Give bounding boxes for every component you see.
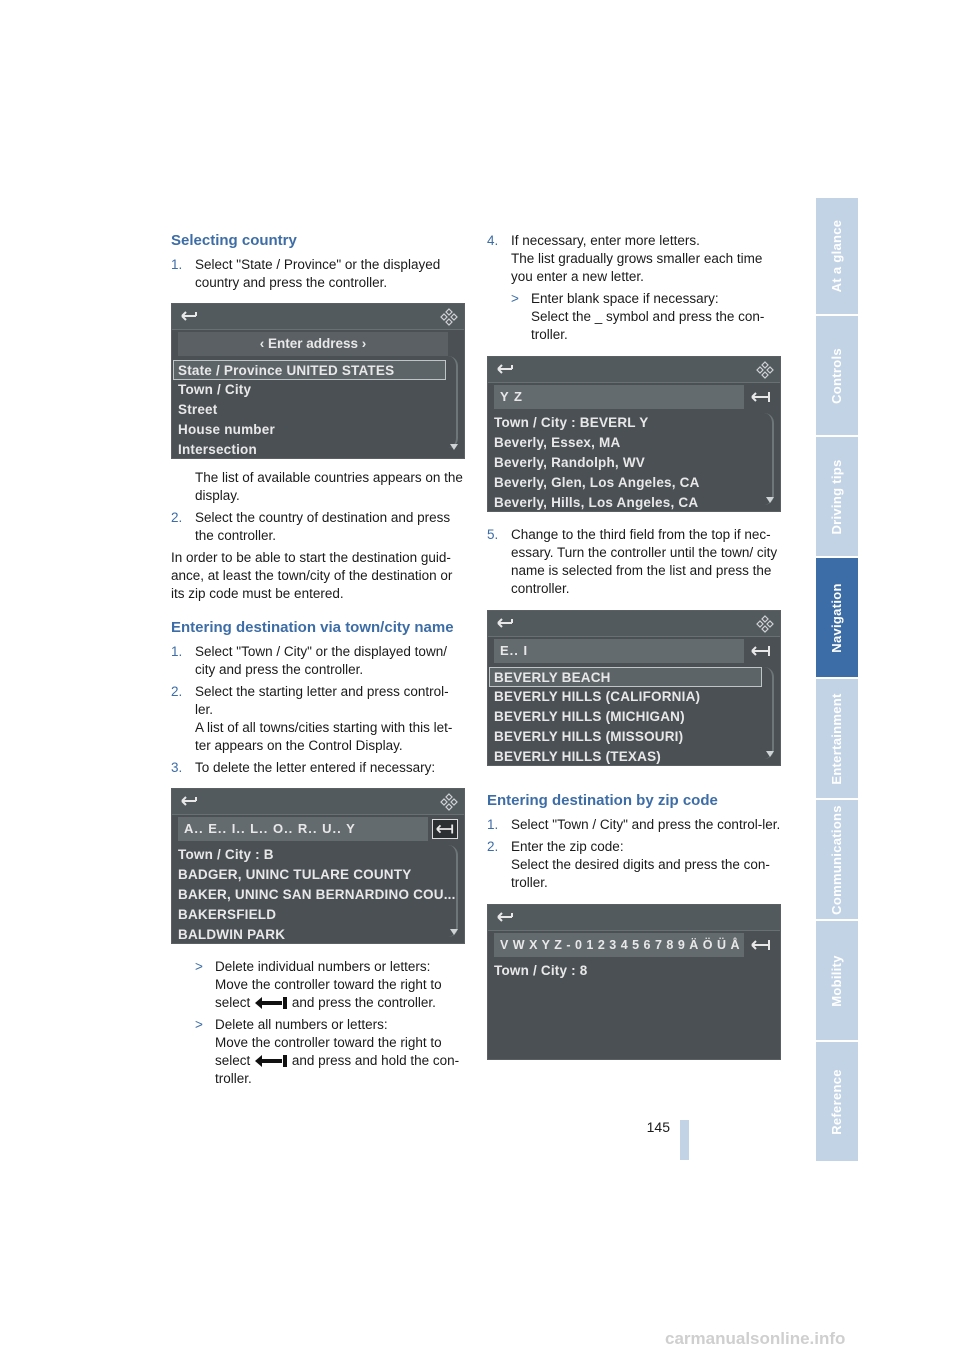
back-arrow-icon (496, 617, 514, 629)
screen-row[interactable]: BAKERSFIELD (178, 907, 277, 922)
chapter-tab-navigation[interactable]: Navigation (816, 558, 858, 677)
scroll-down-icon (766, 751, 774, 757)
screen-beverly-results (487, 610, 781, 766)
controller-icon (756, 615, 774, 633)
back-arrow-icon (496, 911, 514, 923)
screen-row[interactable]: Beverly, Randolph, WV (494, 455, 645, 470)
step-3: 3. To delete the letter entered if necessary: (171, 760, 436, 775)
back-arrow-icon (180, 310, 198, 322)
delete-arrow-icon[interactable] (748, 387, 774, 407)
delete-arrow-icon[interactable] (432, 819, 458, 839)
screen-row[interactable]: BALDWIN PARK (178, 927, 286, 942)
delete-arrow-icon[interactable] (748, 641, 774, 661)
chapter-tab-communications[interactable]: Communications (816, 800, 858, 919)
paragraph: In order to be able to start the destination guid-ance, at least the town/city of the destination or its zip code must be entered. (171, 550, 453, 601)
chapter-tab-mobility[interactable]: Mobility (816, 921, 858, 1040)
screen-row[interactable]: BEVERLY HILLS (TEXAS) (494, 749, 661, 764)
step-2: 2. Select the country of destination and press the controller. (171, 510, 451, 543)
back-arrow-icon (496, 363, 514, 375)
screen-row[interactable]: House number (178, 422, 275, 437)
bullet-delete-all: > Delete all numbers or letters: Move the controller toward the right to select and press and hold the con-troller. (195, 1017, 460, 1086)
step-4: 4. If necessary, enter more letters. The list gradually grows smaller each time you enter a new letter. (487, 233, 763, 284)
bullet-blank-space: > Enter blank space if necessary: Select the _ symbol and press the con-troller. (511, 291, 765, 342)
section-title-selecting-country: Selecting country (171, 232, 297, 249)
left-column (171, 232, 465, 1088)
controller-icon (440, 793, 458, 811)
screen-row[interactable]: BEVERLY HILLS (MISSOURI) (494, 729, 684, 744)
letter-input[interactable]: E.. I (494, 639, 744, 663)
chapter-sidebar (816, 198, 858, 1163)
bullet-delete-individual: > Delete individual numbers or letters: Move the controller toward the right to select and press the controller. (195, 959, 442, 1010)
screen-beverly-search (487, 356, 781, 512)
chapter-tab-controls[interactable]: Controls (816, 316, 858, 435)
scroll-down-icon (766, 497, 774, 503)
controller-icon (440, 308, 458, 326)
scrollbar[interactable] (446, 845, 458, 937)
screen-row[interactable]: Town / City : 8 (494, 963, 588, 978)
controller-icon (756, 361, 774, 379)
screen-row[interactable]: Town / City : BEVERL Y (494, 415, 649, 430)
scrollbar[interactable] (446, 356, 458, 448)
step-5: 5. Change to the third field from the top if nec-essary. Turn the controller until the town/ city name is selected from the list and press the controller. (487, 527, 778, 596)
screen-row[interactable]: Beverly, Glen, Los Angeles, CA (494, 475, 700, 490)
screen-row[interactable]: Street (178, 402, 218, 417)
after-screen-text: The list of available countries appears on the display. (195, 470, 463, 503)
screen-row[interactable]: State / Province UNITED STATES (173, 360, 446, 380)
screen-enter-address (171, 303, 465, 459)
screen-row[interactable]: Town / City : B (178, 847, 274, 862)
scrollbar[interactable] (762, 413, 774, 505)
screen-letter-entry (171, 788, 465, 944)
screen-row[interactable]: BADGER, UNINC TULARE COUNTY (178, 867, 412, 882)
step-2: 2. Select the starting letter and press control-ler. A list of all towns/cities starting with this let-ter appears on the Control Display. (171, 684, 453, 753)
scroll-down-icon (450, 444, 458, 450)
zip-input[interactable]: V W X Y Z - 0 1 2 3 4 5 6 7 8 9 Ä Ö Ü Å (494, 933, 744, 957)
enter-arrow-icon (254, 1054, 288, 1068)
letter-input[interactable]: A.. E.. I.. L.. O.. R.. U.. Y (178, 817, 428, 841)
screen-row[interactable]: BAKER, UNINC SAN BERNARDINO COU... (178, 887, 456, 902)
section-title-zip-code: Entering destination by zip code (487, 792, 718, 809)
enter-address-header: ‹ Enter address › (178, 332, 448, 356)
watermark: carmanualsonline.info (665, 1329, 846, 1348)
scrollbar[interactable] (762, 667, 774, 759)
chapter-tab-reference[interactable]: Reference (816, 1042, 858, 1161)
screen-row[interactable]: BEVERLY BEACH (489, 667, 762, 687)
screen-row[interactable]: Beverly, Essex, MA (494, 435, 621, 450)
page-number: 145 (646, 1119, 670, 1135)
delete-arrow-icon[interactable] (748, 935, 774, 955)
screen-row[interactable]: Beverly, Hills, Los Angeles, CA (494, 495, 699, 510)
screen-row[interactable]: Town / City (178, 382, 252, 397)
screen-row[interactable]: BEVERLY HILLS (CALIFORNIA) (494, 689, 701, 704)
step-1: 1. Select "State / Province" or the displayed country and press the controller. (171, 257, 441, 290)
right-column (487, 232, 781, 1060)
step-1: 1. Select "Town / City" and press the control-ler. (487, 817, 781, 832)
back-arrow-icon (180, 795, 198, 807)
page-marker-bar (680, 1120, 689, 1160)
letter-input[interactable]: Y Z (494, 385, 744, 409)
section-title-town-city: Entering destination via town/city name (171, 619, 454, 636)
screen-zip-entry (487, 904, 781, 1060)
screen-row[interactable]: BEVERLY HILLS (MICHIGAN) (494, 709, 685, 724)
chapter-tab-at-a-glance[interactable]: At a glance (816, 198, 858, 314)
chapter-tab-entertainment[interactable]: Entertainment (816, 679, 858, 798)
chapter-tab-driving-tips[interactable]: Driving tips (816, 437, 858, 556)
enter-arrow-icon (254, 996, 288, 1010)
scroll-down-icon (450, 929, 458, 935)
step-1: 1. Select "Town / City" or the displayed town/ city and press the controller. (171, 644, 447, 677)
step-2: 2. Enter the zip code: Select the desired digits and press the con-troller. (487, 839, 770, 890)
screen-row[interactable]: Intersection (178, 442, 257, 457)
